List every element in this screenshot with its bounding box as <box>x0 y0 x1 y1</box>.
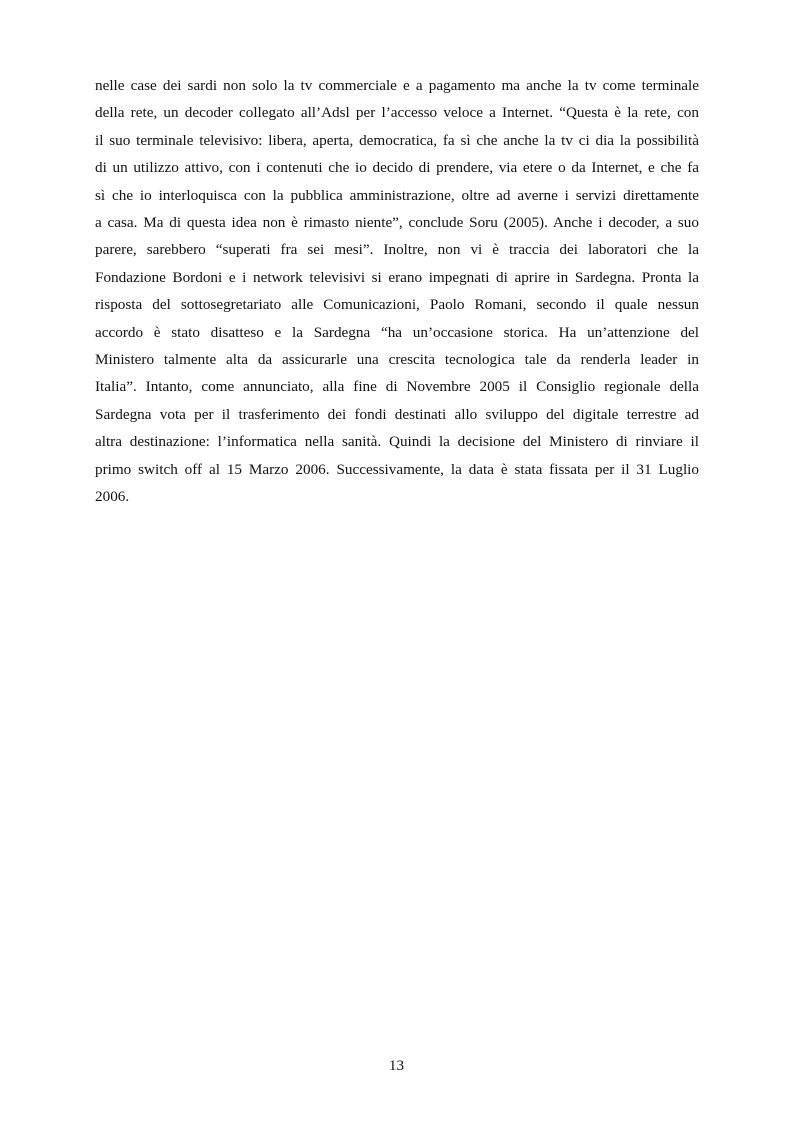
text-line: Sardegna vota per il trasferimento dei fondi destinati allo sviluppo del digitale terrestre ad <box>95 405 699 423</box>
text-line: il suo terminale televisivo: libera, aperta, democratica, fa sì che anche la tv ci dia la possibilità <box>95 131 699 149</box>
text-line: della rete, un decoder collegato all’Adsl per l’accesso veloce a Internet. “Questa è la rete, con <box>95 104 699 122</box>
text-line: primo switch off al 15 Marzo 2006. Successivamente, la data è stata fissata per il 31 Luglio <box>95 460 699 478</box>
text-line: a casa. Ma di questa idea non è rimasto niente”, conclude Soru (2005). Anche i decoder, a suo <box>95 214 699 232</box>
text-line: Fondazione Bordoni e i network televisivi si erano impegnati di aprire in Sardegna. Pronta la <box>95 268 699 286</box>
text-line: di un utilizzo attivo, con i contenuti che io decido di prendere, via etere o da Internet, e che fa <box>95 159 699 177</box>
text-line: accordo è stato disatteso e la Sardegna “ha un’occasione storica. Ha un’attenzione del <box>95 323 699 341</box>
text-line: 2006. <box>95 488 130 506</box>
text-line: nelle case dei sardi non solo la tv commerciale e a pagamento ma anche la tv come terminale <box>95 77 699 94</box>
text-line: Ministero talmente alta da assicurarle una crescita tecnologica tale da renderla leader in <box>95 351 699 369</box>
text-line: risposta del sottosegretariato alle Comunicazioni, Paolo Romani, secondo il quale nessun <box>95 296 699 314</box>
text-line: parere, sarebbero “superati fra sei mesi”. Inoltre, non vi è traccia dei laboratori che la <box>95 241 699 259</box>
text-line: sì che io interloquisca con la pubblica amministrazione, oltre ad averne i servizi direttamente <box>95 186 699 204</box>
text-line: Italia”. Intanto, come annunciato, alla fine di Novembre 2005 il Consiglio regionale della <box>95 378 699 396</box>
body-paragraph <box>95 72 699 511</box>
text-line: altra destinazione: l’informatica nella sanità. Quindi la decisione del Ministero di rinviare il <box>95 433 699 451</box>
page-number: 13 <box>388 1057 405 1074</box>
